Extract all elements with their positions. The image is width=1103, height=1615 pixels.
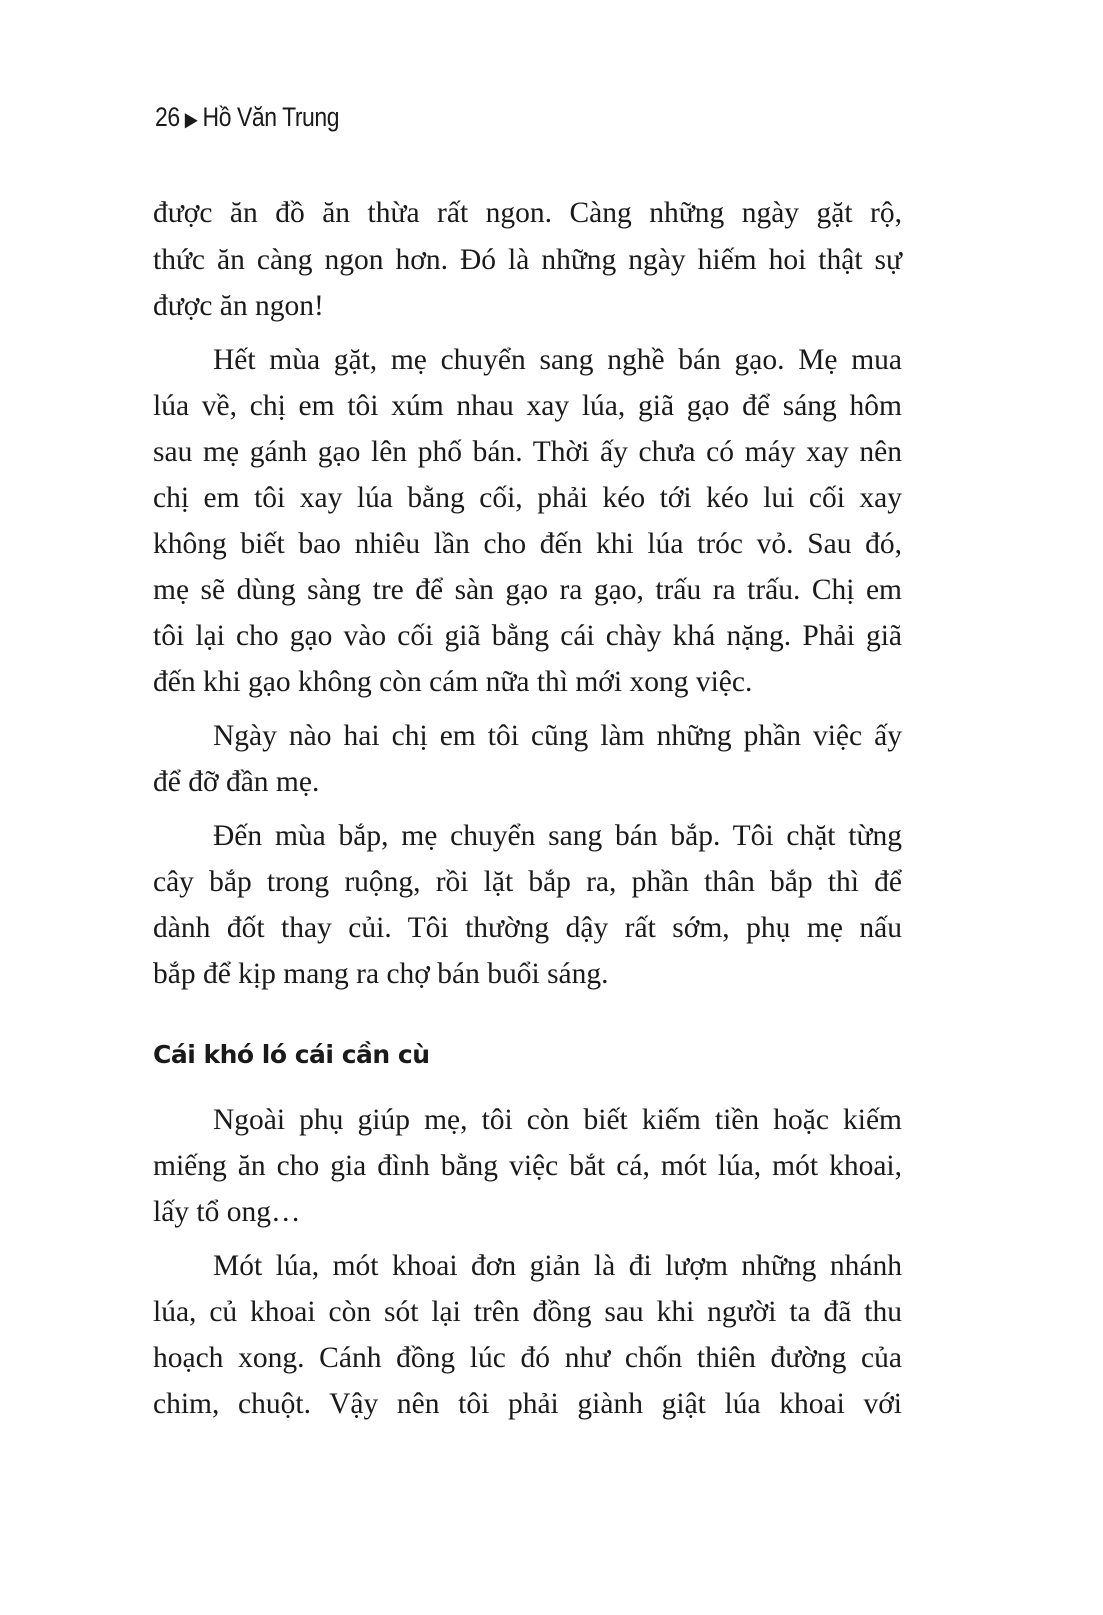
running-header	[155, 102, 339, 133]
text-line: hoạch xong. Cánh đồng lúc đó như chốn thiên đường của	[153, 1342, 902, 1374]
page-number: 26	[155, 102, 180, 132]
text-line: chim, chuột. Vậy nên tôi phải giành giật lúa khoai với	[153, 1388, 902, 1420]
text-line: được ăn ngon!	[153, 290, 324, 322]
text-line: đến khi gạo không còn cám nữa thì mới xong việc.	[153, 666, 753, 698]
right-triangle-icon: ▶	[184, 109, 198, 131]
text-line: được ăn đồ ăn thừa rất ngon. Càng những ngày gặt rộ,	[153, 197, 902, 229]
text-line: chị em tôi xay lúa bằng cối, phải kéo tới kéo lui cối xay	[153, 482, 902, 514]
text-line: sau mẹ gánh gạo lên phố bán. Thời ấy chưa có máy xay nên	[153, 436, 902, 468]
text-line: thức ăn càng ngon hơn. Đó là những ngày hiếm hoi thật sự	[153, 244, 902, 276]
text-line: cây bắp trong ruộng, rồi lặt bắp ra, phần thân bắp thì để	[153, 866, 902, 898]
text-line: mẹ sẽ dùng sàng tre để sàn gạo ra gạo, trấu ra trấu. Chị em	[153, 574, 902, 606]
text-line: để đỡ đần mẹ.	[153, 766, 320, 798]
text-line: Ngoài phụ giúp mẹ, tôi còn biết kiếm tiền hoặc kiếm	[213, 1104, 902, 1136]
text-line: miếng ăn cho gia đình bằng việc bắt cá, mót lúa, mót khoai,	[153, 1150, 902, 1182]
text-line: không biết bao nhiêu lần cho đến khi lúa tróc vỏ. Sau đó,	[153, 528, 902, 560]
text-line: bắp để kịp mang ra chợ bán buổi sáng.	[153, 958, 609, 990]
text-line: lúa về, chị em tôi xúm nhau xay lúa, giã gạo để sáng hôm	[153, 390, 902, 422]
text-line: lúa, củ khoai còn sót lại trên đồng sau khi người ta đã thu	[153, 1296, 902, 1328]
text-line: Đến mùa bắp, mẹ chuyển sang bán bắp. Tôi chặt từng	[213, 820, 902, 852]
author-name: Hồ Văn Trung	[202, 102, 340, 132]
section-heading: Cái khó ló cái cần cù	[153, 1040, 430, 1069]
text-line: dành đốt thay củi. Tôi thường dậy rất sớm, phụ mẹ nấu	[153, 912, 902, 944]
text-line: Hết mùa gặt, mẹ chuyển sang nghề bán gạo. Mẹ mua	[213, 344, 902, 376]
text-line: lấy tổ ong…	[153, 1196, 301, 1228]
text-line: Ngày nào hai chị em tôi cũng làm những phần việc ấy	[213, 720, 902, 752]
text-line: tôi lại cho gạo vào cối giã bằng cái chày khá nặng. Phải giã	[153, 620, 902, 652]
text-line: Mót lúa, mót khoai đơn giản là đi lượm những nhánh	[213, 1250, 902, 1282]
